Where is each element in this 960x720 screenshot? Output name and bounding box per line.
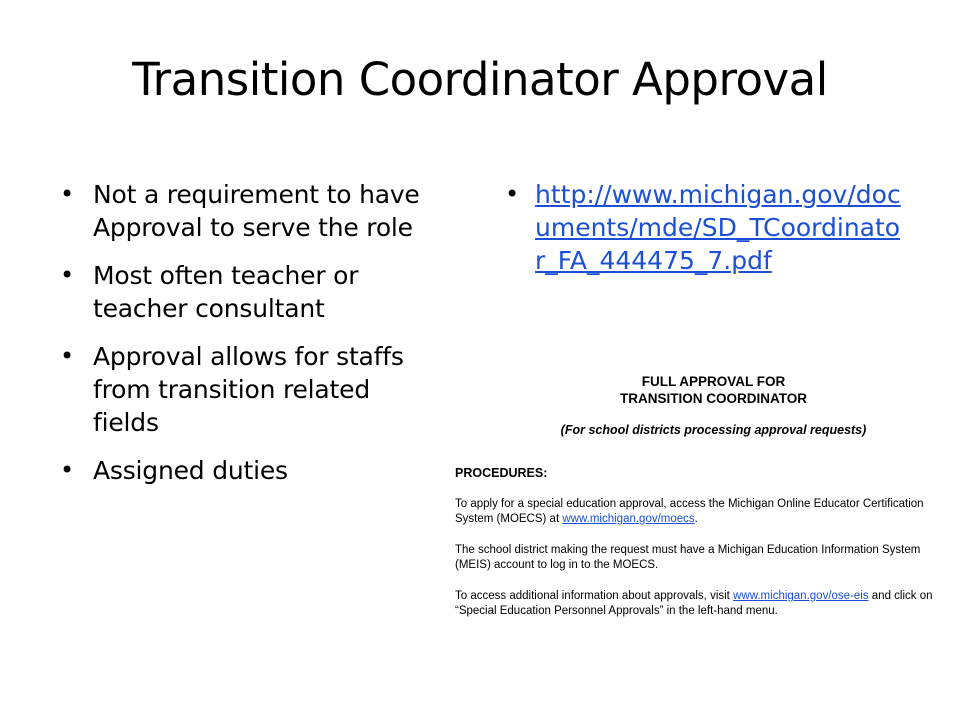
moecs-link[interactable]: www.michigan.gov/moecs (562, 513, 695, 525)
bullet-icon: • (60, 180, 74, 208)
doc-heading (481, 373, 946, 407)
doc-heading-line2: TRANSITION COORDINATOR (620, 391, 807, 406)
document-preview-image (446, 365, 946, 657)
doc-subheading: (For school districts processing approval requests) (560, 423, 867, 437)
right-bullet-list (505, 178, 905, 277)
bullet-item (505, 178, 905, 277)
bullet-item (60, 178, 440, 244)
bullet-text: Most often teacher or teacher consultant (93, 261, 359, 323)
bullet-text: Not a requirement to have Approval to serve the role (93, 180, 420, 242)
doc-paragraph: The school district making the request must have a Michigan Education Information System (MEIS) account to log in to the MOECS. (455, 544, 921, 571)
bullet-item (60, 259, 440, 325)
bullet-icon: • (60, 456, 74, 484)
bullet-icon: • (505, 180, 520, 208)
doc-procedures-label: PROCEDURES: (455, 466, 548, 480)
bullet-item (60, 454, 440, 487)
slide-title: Transition Coordinator Approval (132, 53, 828, 106)
doc-paragraph-end: . (694, 513, 698, 525)
bullet-icon: • (60, 261, 74, 289)
doc-paragraph-text: To access additional information about approvals, visit (455, 590, 734, 602)
bullet-text: Assigned duties (93, 456, 288, 485)
document-link[interactable]: http://www.michigan.gov/documents/mde/SD_TCoordinator_FA_444475_7.pdf (535, 180, 901, 275)
bullet-icon: • (60, 342, 74, 370)
bullet-text: Approval allows for staffs from transition related fields (93, 342, 404, 437)
doc-heading-line1: FULL APPROVAL FOR (641, 374, 786, 389)
doc-paragraph (455, 497, 940, 527)
doc-paragraph-text: To apply for a special education approval, access the Michigan Online Educator Certification System (MOECS) at (455, 498, 924, 525)
ose-eis-link[interactable]: www.michigan.gov/ose-eis (733, 590, 869, 602)
doc-paragraph-end: and click on “Special Education Personnel Approvals” in the left-hand menu. (455, 590, 933, 617)
left-bullet-list (60, 178, 440, 502)
doc-paragraph (455, 589, 940, 619)
bullet-item (60, 340, 440, 439)
